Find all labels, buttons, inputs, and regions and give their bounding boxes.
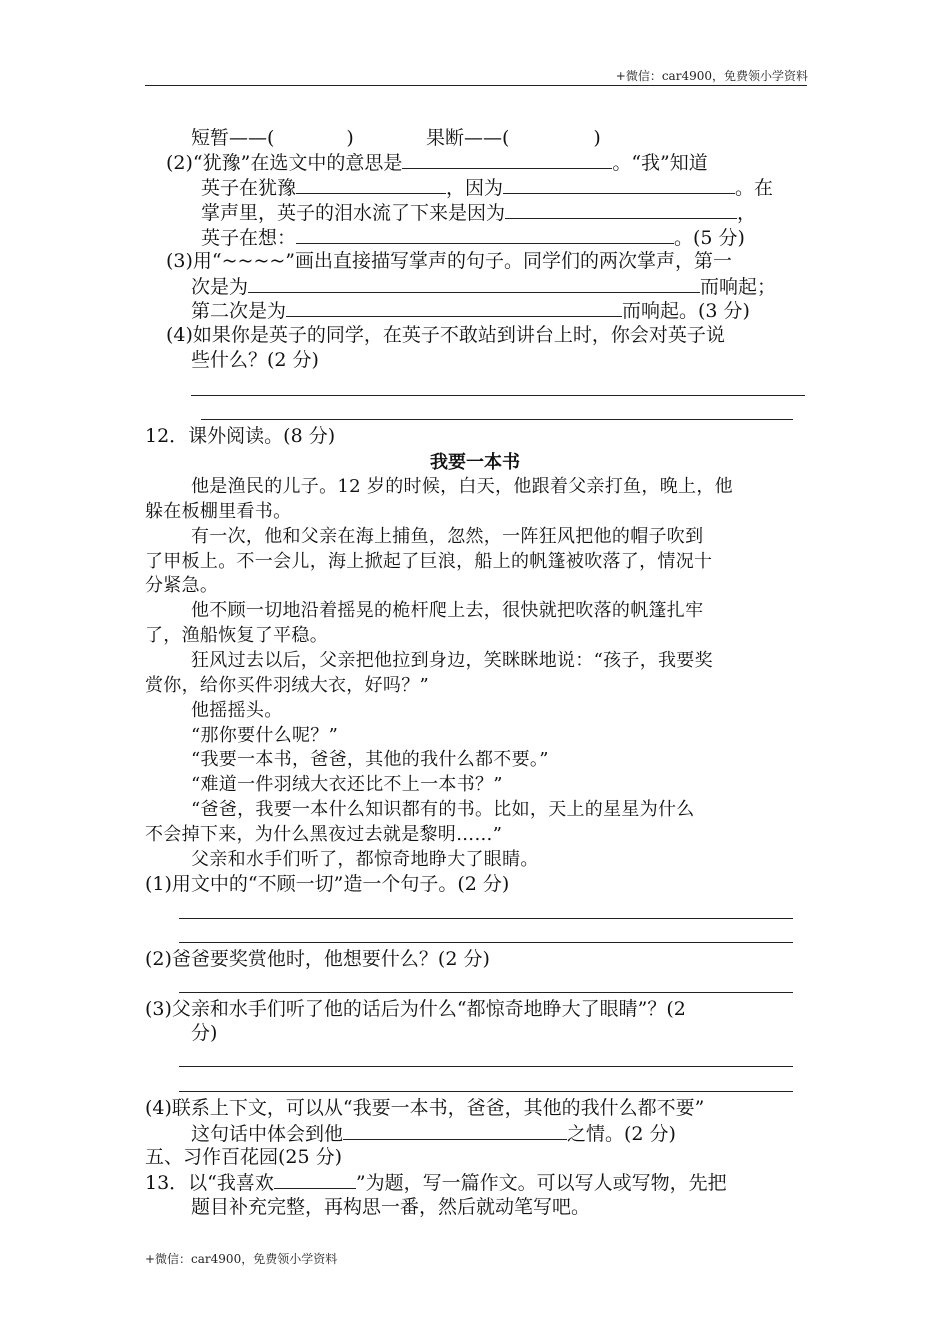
answer-blank[interactable] [296, 175, 446, 194]
passage-title: 我要一本书 [430, 452, 520, 473]
q11-part4-line2: 些什么？(2 分) [191, 349, 319, 371]
antonym-short-close: ) [346, 127, 354, 149]
answer-blank[interactable] [296, 225, 674, 244]
q12-sub3-line1: (3)父亲和水手们听了他的话后为什么“都惊奇地睁大了眼睛”？(2 [145, 998, 686, 1020]
q11-part2-line3: 掌声里，英子的泪水流了下来是因为 ， [201, 202, 757, 224]
q12-sub4-line1: (4)联系上下文，可以从“我要一本书，爸爸，其他的我什么都不要” [145, 1097, 705, 1119]
passage-line: “我要一本书，爸爸，其他的我什么都不要。” [191, 749, 549, 770]
header-note: +微信：car4900，免费领小学资料 [615, 69, 808, 83]
q11-part2-line2: 英子在犹豫 ，因为 。在 [201, 177, 774, 199]
antonym-short-label: 短暂——( [191, 127, 275, 149]
passage-line: “爸爸，我要一本什么知识都有的书。比如，天上的星星为什么 [191, 799, 695, 820]
answer-blank[interactable] [286, 298, 622, 317]
answer-line[interactable] [201, 419, 793, 420]
answer-line[interactable] [179, 918, 793, 919]
passage-line: 狂风过去以后，父亲把他拉到身边，笑眯眯地说：“孩子，我要奖 [191, 650, 713, 671]
answer-blank[interactable] [503, 175, 735, 194]
q11-part3-line2: 次是为 而响起； [191, 276, 777, 298]
passage-line: 分紧急。 [145, 575, 219, 596]
q11-part3-line1: (3)用“~~~~”画出直接描写掌声的句子。同学们的两次掌声，第一 [166, 250, 733, 272]
antonym-row [191, 126, 601, 150]
q11-part2-line1: (2)“犹豫”在选文中的意思是 。“我”知道 [166, 152, 708, 174]
answer-blank[interactable] [343, 1121, 567, 1140]
passage-line: 赏你，给你买件羽绒大衣，好吗？” [145, 675, 430, 696]
answer-blank[interactable] [402, 150, 612, 169]
q12-sub1: (1)用文中的“不顾一切”造一个句子。(2 分) [145, 873, 510, 895]
passage-line: 他摇摇头。 [191, 700, 283, 721]
passage-line: 父亲和水手们听了，都惊奇地睁大了眼睛。 [191, 849, 539, 870]
q12-sub4-line2: 这句话中体会到他 之情。(2 分) [191, 1123, 676, 1145]
passage-line: 不会掉下来，为什么黑夜过去就是黎明……” [145, 824, 503, 845]
q11-part4-line1: (4)如果你是英子的同学，在英子不敢站到讲台上时，你会对英子说 [166, 324, 725, 346]
answer-line[interactable] [179, 1066, 793, 1067]
passage-line: 了，渔船恢复了平稳。 [145, 625, 328, 646]
answer-blank[interactable] [248, 274, 700, 293]
q13-line1: 13．以“我喜欢 ”为题，写一篇作文。可以写人或写物，先把 [145, 1172, 727, 1194]
section5-heading: 五、习作百花园(25 分) [145, 1146, 343, 1168]
passage-line: “那你要什么呢？” [191, 725, 339, 746]
antonym-decisive-close: ) [593, 127, 601, 149]
passage-line: 有一次，他和父亲在海上捕鱼，忽然，一阵狂风把他的帽子吹到 [191, 526, 704, 547]
passage-line: 他不顾一切地沿着摇晃的桅杆爬上去，很快就把吹落的帆篷扎牢 [191, 600, 704, 621]
q12-heading: 12．课外阅读。(8 分) [145, 425, 336, 447]
header-divider [145, 85, 807, 86]
answer-line[interactable] [179, 1091, 793, 1092]
answer-line[interactable] [179, 992, 793, 993]
antonym-decisive-label: 果断——( [425, 127, 510, 149]
passage-line: 躲在板棚里看书。 [145, 501, 292, 522]
passage-line: 他是渔民的儿子。12 岁的时候，白天，他跟着父亲打鱼，晚上，他 [191, 476, 733, 497]
q11-part2-line4: 英子在想： 。(5 分) [201, 227, 745, 249]
answer-blank[interactable] [505, 200, 737, 219]
q12-sub3-line2: 分) [191, 1022, 218, 1044]
q13-line2: 题目补充完整，再构思一番，然后就动笔写吧。 [191, 1196, 591, 1218]
title-blank[interactable] [274, 1170, 356, 1189]
answer-line[interactable] [179, 942, 793, 943]
q12-sub2: (2)爸爸要奖赏他时，他想要什么？(2 分) [145, 948, 490, 970]
passage-line: “难道一件羽绒大衣还比不上一本书？” [191, 774, 503, 795]
passage-line: 了甲板上。不一会儿，海上掀起了巨浪，船上的帆篷被吹落了，情况十 [145, 551, 713, 572]
answer-line[interactable] [191, 395, 805, 396]
q11-part3-line3: 第二次是为 而响起。(3 分) [191, 300, 750, 322]
footer-note: +微信：car4900，免费领小学资料 [145, 1252, 338, 1266]
